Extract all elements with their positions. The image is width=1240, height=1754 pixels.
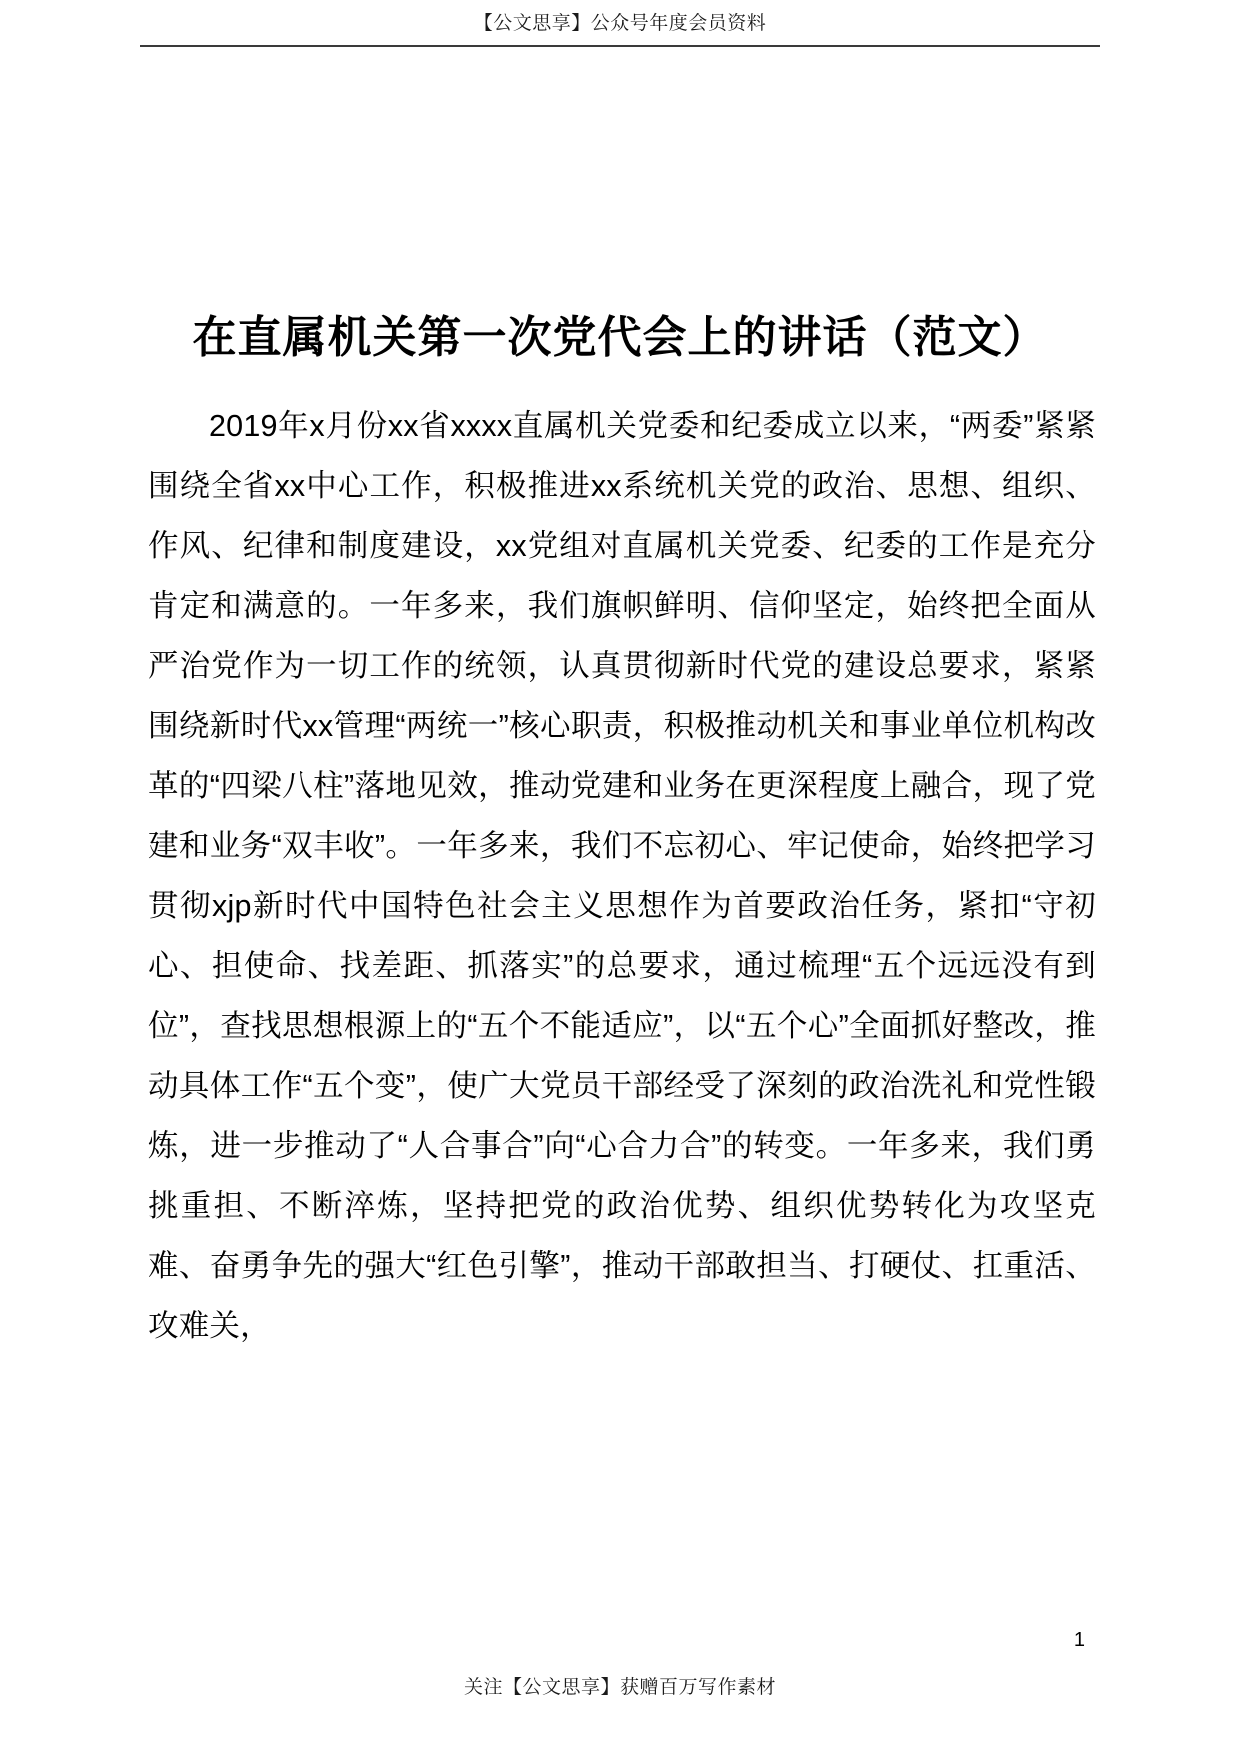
page-title: 在直属机关第一次党代会上的讲话（范文）: [192, 313, 1048, 362]
page-header: [140, 0, 1100, 48]
page-header-text: 【公文思享】公众号年度会员资料: [473, 12, 767, 34]
document-body: [148, 396, 1096, 1356]
header-divider: [140, 45, 1100, 47]
page-number: 1: [1073, 1629, 1085, 1651]
page-footer-text: 关注【公文思享】获赠百万写作素材: [463, 1677, 776, 1698]
page-footer: [140, 1672, 1100, 1699]
body-paragraph: 2019年x月份xx省xxxx直属机关党委和纪委成立以来，“两委”紧紧围绕全省xx中心工作，积极推进xx系统机关党的政治、思想、组织、作风、纪律和制度建设，xx党组对直属机关党委、纪委的工作是充分肯定和满意的。一年多来，我们旗帜鲜明、信仰坚定，始终把全面从严治党作为一切工作的统领，认真贯彻新时代党的建设总要求，紧紧围绕新时代xx管理“两统一”核心职责，积极推动机关和事业单位机构改革的“四梁八柱”落地见效，推动党建和业务在更深程度上融合，现了党建和业务“双丰收”。一年多来，我们不忘初心、牢记使命，始终把学习贯彻xjp新时代中国特色社会主义思想作为首要政治任务，紧扣“守初心、担使命、找差距、抓落实”的总要求，通过梳理“五个远远没有到位”，查找思想根源上的“五个不能适应”，以“五个心”全面抓好整改，推动具体工作“五个变”，使广大党员干部经受了深刻的政治洗礼和党性锻炼，进一步推动了“人合事合”向“心合力合”的转变。一年多来，我们勇挑重担、不断淬炼，坚持把党的政治优势、组织优势转化为攻坚克难、奋勇争先的强大“红色引擎”，推动干部敢担当、打硬仗、扛重活、攻难关，: [148, 409, 1096, 1343]
